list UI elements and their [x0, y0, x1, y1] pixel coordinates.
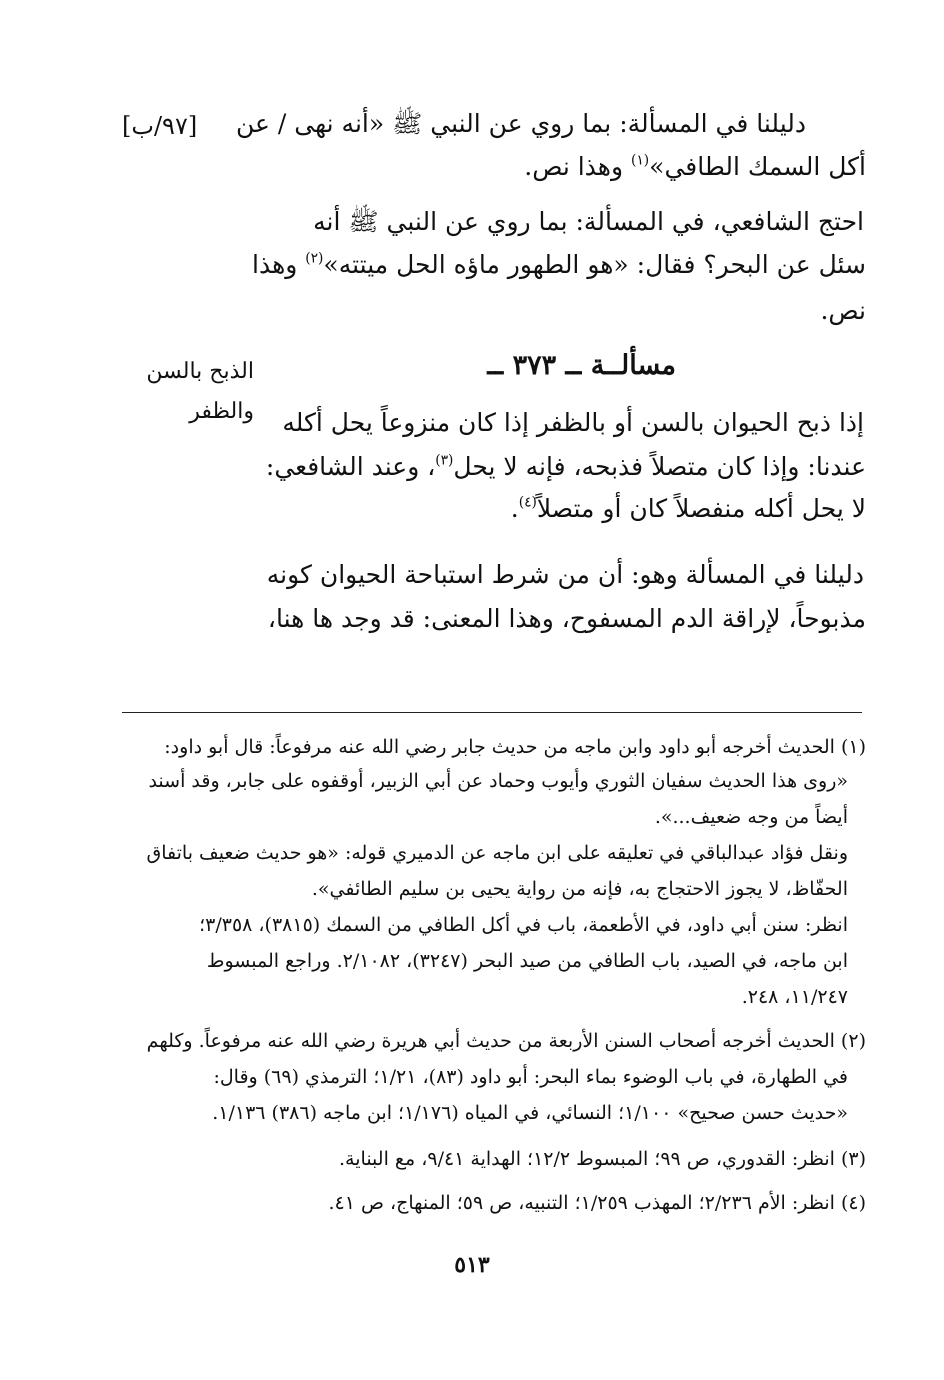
para2-line2a: سئل عن البحر؟ فقال: «هو الطهور ماؤه الحل ميتته» — [323, 250, 866, 279]
footnote-1-line-6: انظر: سنن أبي داود، في الأطعمة، باب في أكل الطافي من السمك (٣٨١٥)، ٣/٣٥٨؛ — [199, 914, 848, 936]
para1-line2 — [524, 152, 866, 181]
footnote-ref-4: (٤) — [518, 494, 537, 511]
para3-line2a: عندنا: وإذا كان متصلاً فذبحه، فإنه لا يحل — [453, 452, 866, 481]
para1-line2b: وهذا نص. — [524, 152, 632, 181]
para3-line1: إذا ذبح الحيوان بالسن أو بالظفر إذا كان منزوعاً يحل أكله — [282, 408, 864, 437]
footnote-1-line-1: (١) الحديث أخرجه أبو داود وابن ماجه من حديث جابر رضي الله عنه مرفوعاً: قال أبو داود: — [164, 736, 866, 758]
footnote-1-line-4: ونقل فؤاد عبدالباقي في تعليقه على ابن ماجه عن الدميري قوله: «هو حديث ضعيف باتفاق — [146, 842, 848, 864]
para3-line3 — [511, 494, 866, 523]
footnote-ref-3: (٣) — [435, 452, 454, 469]
para2-line2 — [252, 250, 866, 279]
margin-topic — [112, 352, 254, 432]
para4-line2: مذبوحاً، لإراقة الدم المسفوح، وهذا المعنى: قد وجد ها هنا، — [267, 604, 866, 633]
para1-line1: دليلنا في المسألة: بما روي عن النبي ﷺ «أنه نهى / عن — [236, 109, 806, 138]
footnote-1-line-5: الحفّاظ، لا يجوز الاحتجاج به، فإنه من رواية يحيى بن سليم الطائفي». — [311, 878, 848, 900]
footnote-1-line-3: أيضاً من وجه ضعيف...». — [654, 806, 848, 828]
para1-line2a: أكل السمك الطافي» — [649, 152, 866, 181]
page-number: ٥١٣ — [454, 1252, 490, 1278]
para2-line3: نص. — [820, 296, 866, 325]
para3-line2 — [266, 452, 866, 481]
para3-line3a: لا يحل أكله منفصلاً كان أو متصلاً — [536, 494, 866, 523]
para2-line2b: وهذا — [252, 250, 306, 279]
masala-heading: مسألــة ــ ٣٧٣ ــ — [487, 350, 676, 381]
margin-topic-line-2: والظفر — [189, 399, 254, 424]
para4-line1: دليلنا في المسألة وهو: أن من شرط استباحة الحيوان كونه — [266, 560, 864, 589]
footnote-3: (٣) انظر: القدوري، ص ٩٩؛ المبسوط ١٢/٢؛ الهداية ٩/٤١، مع البناية. — [339, 1148, 866, 1170]
footnote-ref-2: (٢) — [305, 250, 324, 267]
footnote-separator — [122, 712, 862, 713]
para3-line3b: . — [510, 494, 519, 523]
footnote-2-line-3: «حديث حسن صحيح» ١/١٠٠؛ النسائي، في المياه (١/١٧٦؛ ابن ماجه (٣٨٦) ١/١٣٦. — [212, 1102, 848, 1124]
footnote-2-line-2: في الطهارة، في باب الوضوء بماء البحر: أبو داود (٨٣)، ١/٢١؛ الترمذي (٦٩) وقال: — [213, 1066, 848, 1088]
footnote-2-line-1: (٢) الحديث أخرجه أصحاب السنن الأربعة من حديث أبي هريرة رضي الله عنه مرفوعاً. وكلهم — [146, 1030, 866, 1052]
para3-line2b: ، وعند الشافعي: — [265, 452, 436, 481]
footnote-1-line-2: «روى هذا الحديث سفيان الثوري وأيوب وحماد عن أبي الزبير، أوقفوه على جابر، وقد أسند — [148, 770, 848, 792]
margin-topic-line-1: الذبح بالسن — [146, 359, 254, 384]
folio-marker: [٩٧/ب] — [122, 112, 198, 140]
footnote-ref-1: (١) — [631, 152, 650, 169]
para2-line1: احتج الشافعي، في المسألة: بما روي عن النبي ﷺ أنه — [313, 207, 864, 236]
footnote-1-line-8: ١١/٢٤٧، ٢٤٨. — [741, 986, 848, 1008]
footnote-1-line-7: ابن ماجه، في الصيد، باب الطافي من صيد البحر (٣٢٤٧)، ٢/١٠٨٢. وراجع المبسوط — [206, 950, 848, 972]
footnote-4: (٤) انظر: الأم ٢/٢٣٦؛ المهذب ١/٢٥٩؛ التنبيه، ص ٥٩؛ المنهاج، ص ٤١. — [328, 1192, 866, 1214]
